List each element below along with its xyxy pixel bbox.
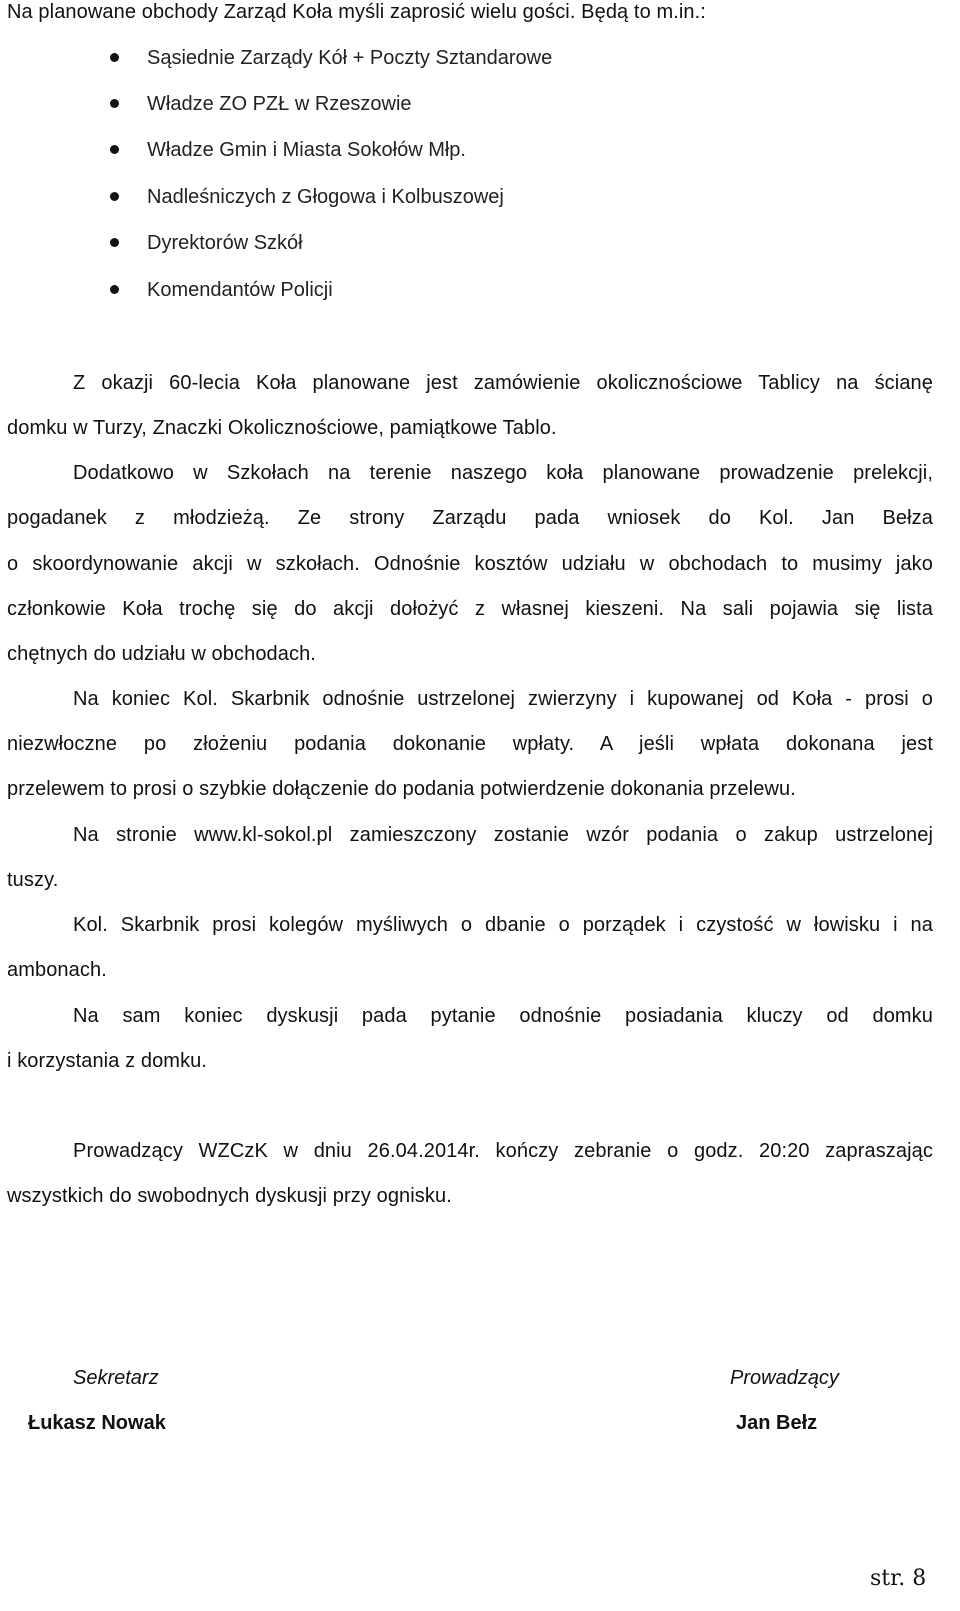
bullet-icon [110,192,119,201]
signature-name-left: Łukasz Nowak [28,1412,166,1434]
bullet-icon [110,145,119,154]
list-item [0,92,700,116]
paragraph-line: i korzystania z domku. [7,1050,208,1072]
list-item-text: Komendantów Policji [147,279,333,301]
paragraph-line: Kol. Skarbnik prosi kolegów myśliwych o dbanie o porządek i czystość w łowisku i na [73,914,933,936]
paragraph-line: członkowie Koła trochę się do akcji dołożyć z własnej kieszeni. Na sali pojawia się lista [7,598,933,620]
paragraph-line: pogadanek z młodzieżą. Ze strony Zarządu pada wniosek do Kol. Jan Bełza [7,507,933,529]
paragraph-line: Na stronie www.kl-sokol.pl zamieszczony zostanie wzór podania o zakup ustrzelonej [73,824,933,846]
paragraph-line: chętnych do udziału w obchodach. [7,643,316,665]
list-item [0,231,700,255]
paragraph-line: Z okazji 60-lecia Koła planowane jest zamówienie okolicznościowe Tablicy na ścianę [73,372,933,394]
list-item-text: Władze Gmin i Miasta Sokołów Młp. [147,139,466,161]
paragraph-line: ambonach. [7,959,107,981]
list-item-text: Dyrektorów Szkół [147,232,303,254]
paragraph-line: przelewem to prosi o szybkie dołączenie do podania potwierdzenie dokonania przelewu. [7,778,796,800]
signature-role-right: Prowadzący [730,1367,839,1389]
list-item-text: Nadleśniczych z Głogowa i Kolbuszowej [147,186,504,208]
paragraph-line: niezwłoczne po złożeniu podania dokonanie wpłaty. A jeśli wpłata dokonana jest [7,733,933,755]
list-item [0,46,700,70]
paragraph-line: Prowadzący WZCzK w dniu 26.04.2014r. kończy zebranie o godz. 20:20 zapraszając [73,1140,933,1162]
paragraph-line: wszystkich do swobodnych dyskusji przy ognisku. [7,1185,452,1207]
bullet-icon [110,285,119,294]
list-item [0,185,700,209]
paragraph-line: Na koniec Kol. Skarbnik odnośnie ustrzelonej zwierzyny i kupowanej od Koła - prosi o [73,688,933,710]
signature-name-right: Jan Bełz [736,1412,818,1434]
paragraph-line: Dodatkowo w Szkołach na terenie naszego koła planowane prowadzenie prelekcji, [73,462,933,484]
page-number: str. 8 [870,1566,927,1591]
paragraph-line: domku w Turzy, Znaczki Okolicznościowe, pamiątkowe Tablo. [7,417,557,439]
paragraph-line: o skoordynowanie akcji w szkołach. Odnośnie kosztów udziału w obchodach to musimy jako [7,553,933,575]
list-item [0,278,700,302]
bullet-icon [110,99,119,108]
list-item-text: Sąsiednie Zarządy Kół + Poczty Sztandarowe [147,47,553,69]
bullet-icon [110,238,119,247]
intro-text: Na planowane obchody Zarząd Koła myśli zaprosić wielu gości. Będą to m.in.: [7,1,706,23]
list-item [0,138,700,162]
paragraph-line: tuszy. [7,869,59,891]
signature-role-left: Sekretarz [73,1367,159,1389]
list-item-text: Władze ZO PZŁ w Rzeszowie [147,93,412,115]
bullet-icon [110,53,119,62]
paragraph-line: Na sam koniec dyskusji pada pytanie odnośnie posiadania kluczy od domku [73,1005,933,1027]
